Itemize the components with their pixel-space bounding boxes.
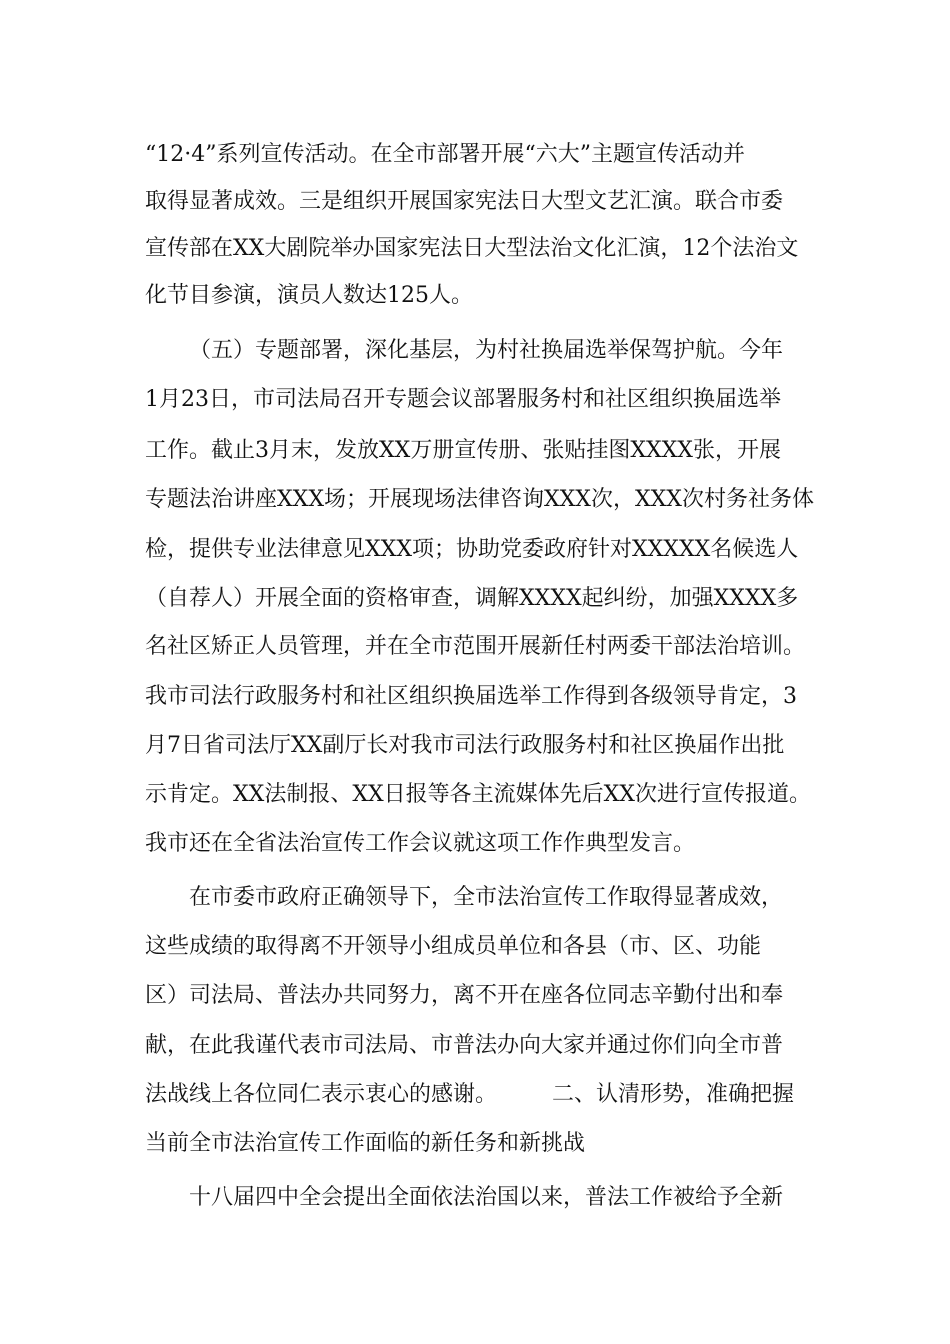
text-line: 区）司法局、普法办共同努力，离不开在座各位同志辛勤付出和奉 xyxy=(145,983,784,1008)
text-line: 法战线上各位同仁表示衷心的感谢。 二、认清形势，准确把握 xyxy=(145,1082,795,1107)
text-line: 专题法治讲座XXX场；开展现场法律咨询XXX次，XXX次村务社务体 xyxy=(145,487,814,512)
text-line: 在市委市政府正确领导下，全市法治宣传工作取得显著成效， xyxy=(189,885,784,910)
text-line: 示肯定。XX法制报、XX日报等各主流媒体先后XX次进行宣传报道。 xyxy=(145,782,811,807)
text-line: 月7日省司法厅XX副厅长对我市司法行政服务村和社区换届作出批 xyxy=(145,733,785,758)
text-line: （五）专题部署，深化基层，为村社换届选举保驾护航。今年 xyxy=(189,338,784,363)
text-line: 献，在此我谨代表市司法局、市普法办向大家并通过你们向全市普 xyxy=(145,1033,784,1058)
text-line: “12·4”系列宣传活动。在全市部署开展“六大”主题宣传活动并 xyxy=(145,142,745,167)
text-line: 取得显著成效。三是组织开展国家宪法日大型文艺汇演。联合市委 xyxy=(145,189,784,214)
text-line: 我市还在全省法治宣传工作会议就这项工作作典型发言。 xyxy=(145,831,696,856)
text-line: 1月23日，市司法局召开专题会议部署服务村和社区组织换届选举 xyxy=(145,387,781,412)
text-line: （自荐人）开展全面的资格审查，调解XXXX起纠纷，加强XXXX多 xyxy=(145,586,799,611)
text-line: 名社区矫正人员管理，并在全市范围开展新任村两委干部法治培训。 xyxy=(145,634,806,659)
document-page xyxy=(145,0,815,1344)
text-line: 宣传部在XX大剧院举办国家宪法日大型法治文化汇演，12个法治文 xyxy=(145,236,799,261)
text-line: 工作。截止3月末，发放XX万册宣传册、张贴挂图XXXX张，开展 xyxy=(145,438,781,463)
text-line: 检，提供专业法律意见XXX项；协助党委政府针对XXXXX名候选人 xyxy=(145,537,799,562)
text-line: 化节目参演，演员人数达125人。 xyxy=(145,283,473,308)
text-line: 这些成绩的取得离不开领导小组成员单位和各县（市、区、功能 xyxy=(145,934,762,959)
text-line: 当前全市法治宣传工作面临的新任务和新挑战 xyxy=(145,1131,586,1156)
text-line: 十八届四中全会提出全面依法治国以来，普法工作被给予全新 xyxy=(189,1185,784,1210)
text-line: 我市司法行政服务村和社区组织换届选举工作得到各级领导肯定，3 xyxy=(145,684,797,709)
